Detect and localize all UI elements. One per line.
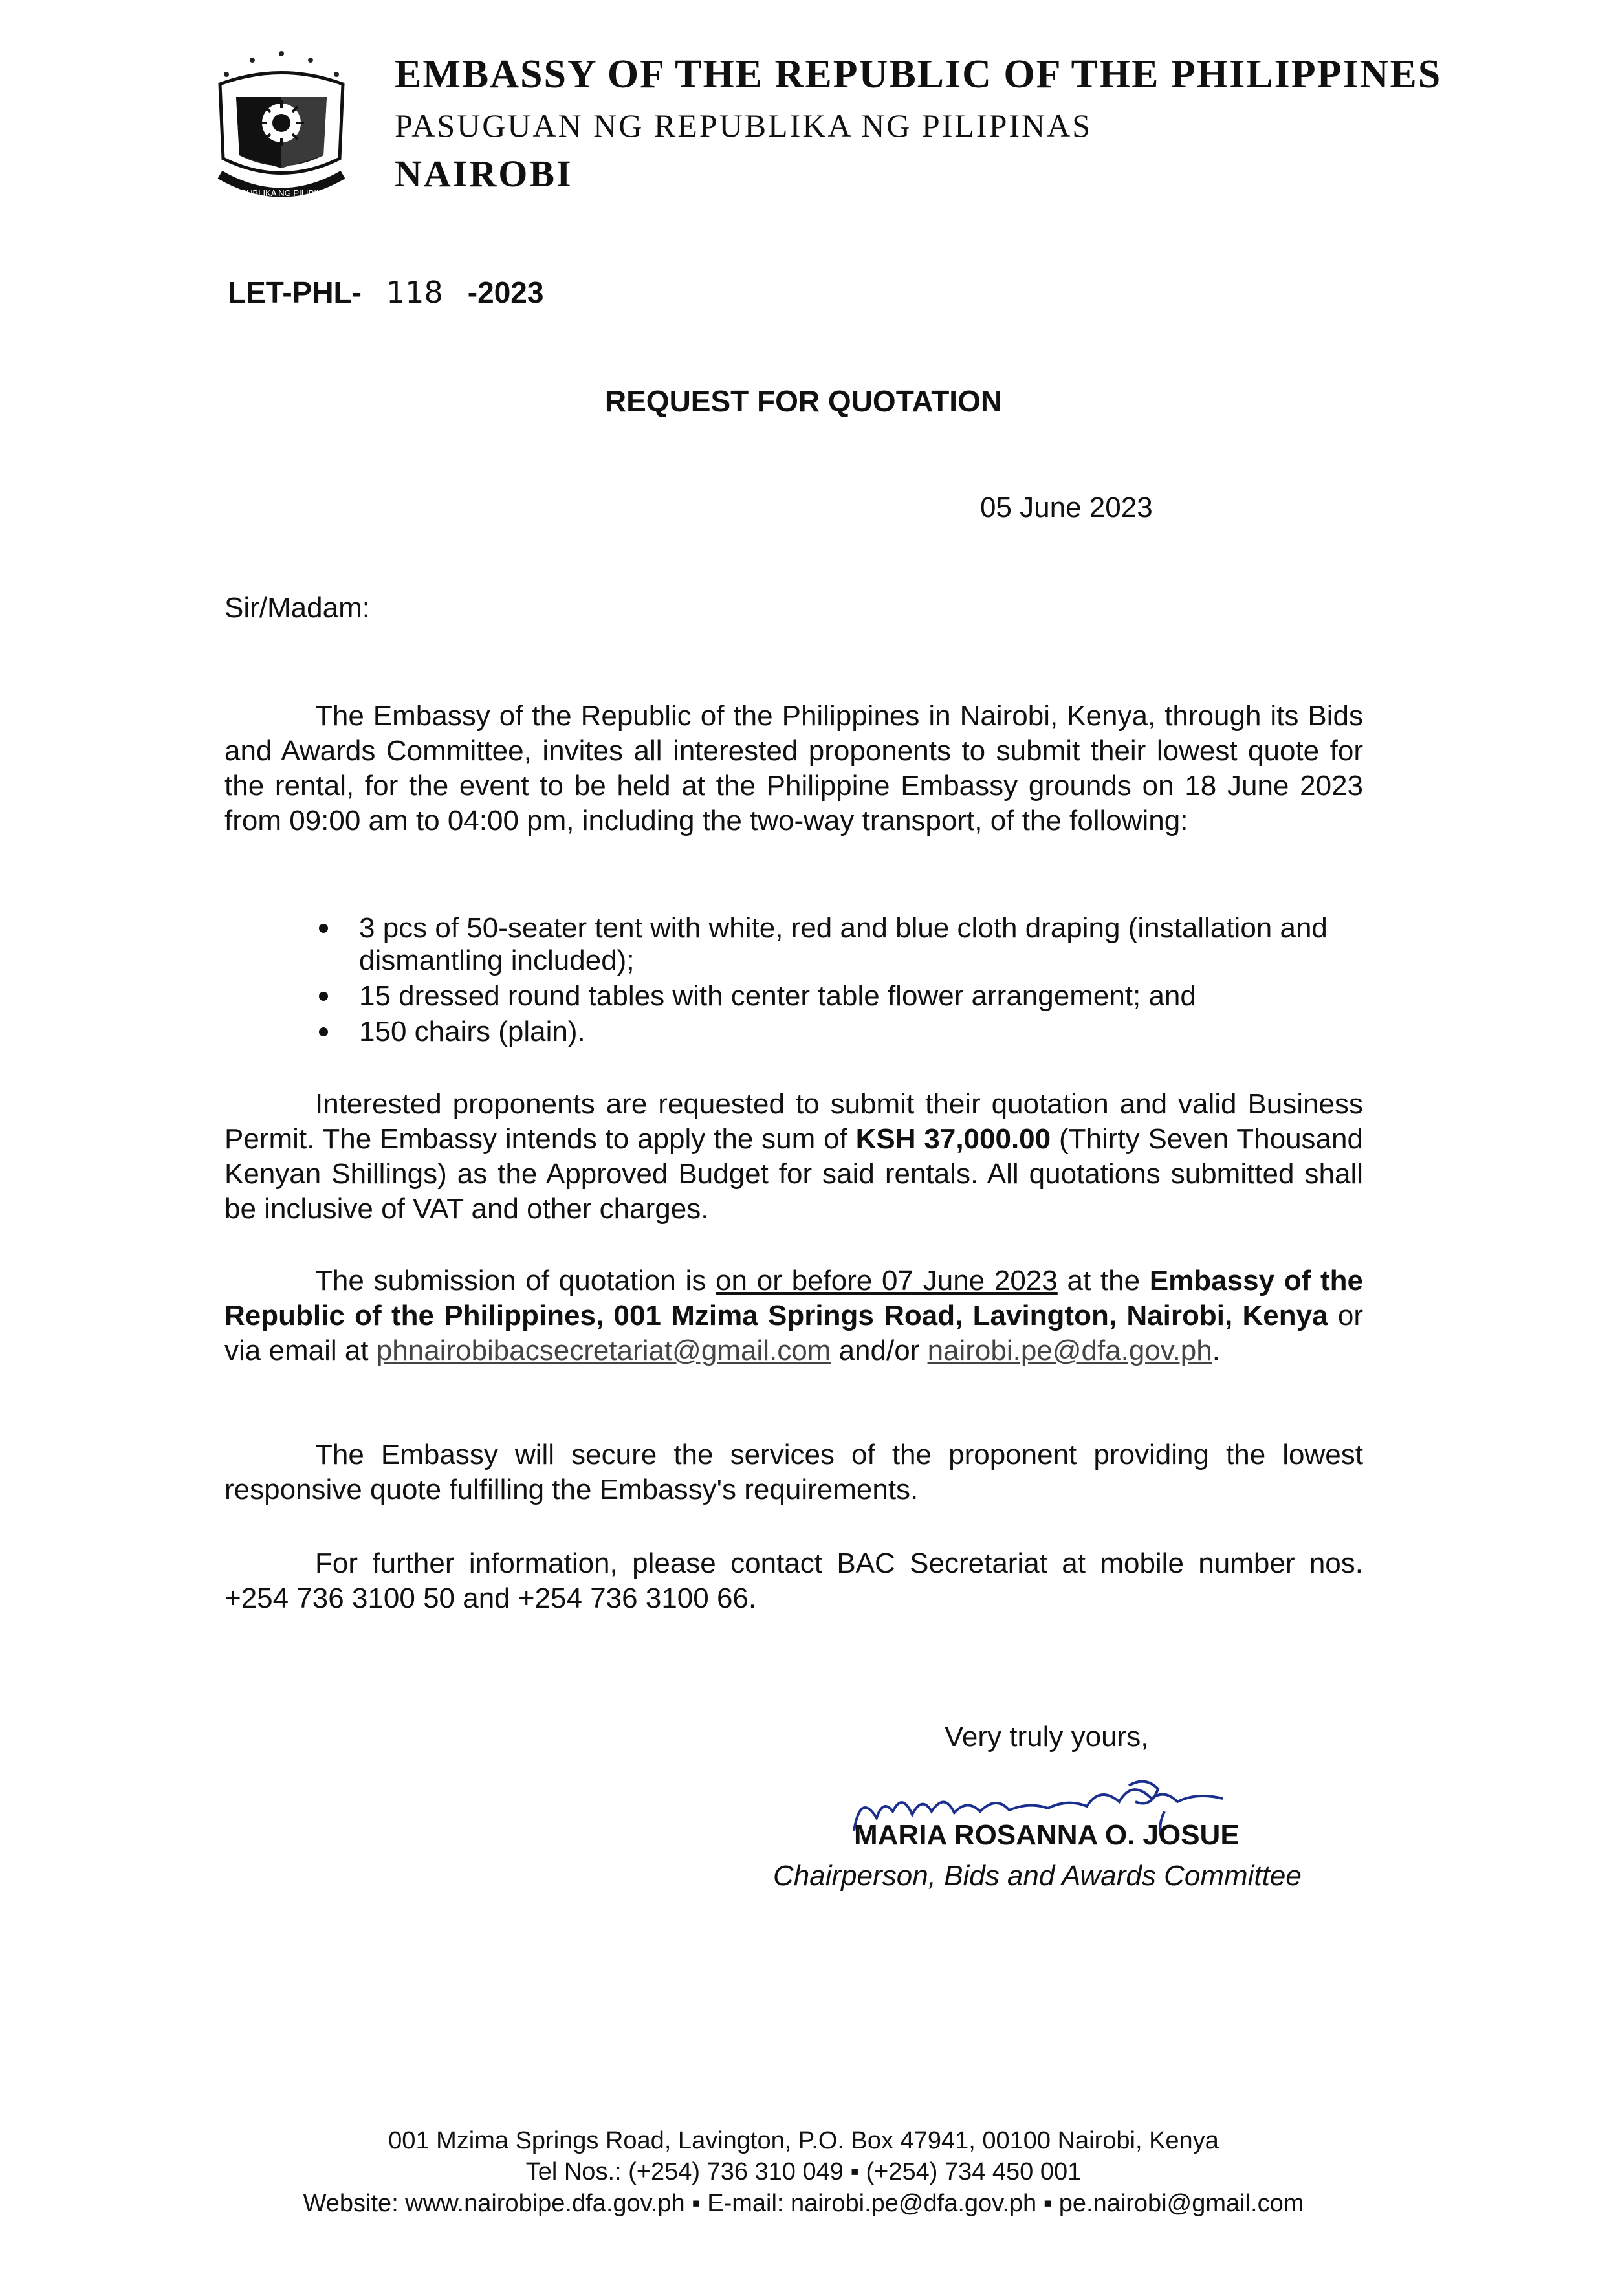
submission-deadline: on or before 07 June 2023 [716, 1265, 1058, 1296]
submission-text-mid: at the [1067, 1265, 1141, 1296]
paragraph-award [224, 1438, 1363, 1507]
list-item: 3 pcs of 50-seater tent with white, red and blue cloth draping (installation and dismantling included); [311, 912, 1365, 977]
paragraph-invitation [224, 699, 1363, 838]
submission-text-via: or via email at [224, 1300, 1363, 1366]
embassy-email-link[interactable]: nairobi.pe@dfa.gov.ph [927, 1335, 1212, 1366]
footer-address: 001 Mzima Springs Road, Lavington, P.O. Box 47941, 00100 Nairobi, Kenya [388, 2127, 1219, 2154]
submission-end: . [1212, 1335, 1220, 1366]
embassy-address: Embassy of the Republic of the Philippines, 001 Mzima Springs Road, Lavington, Nairobi, Kenya [224, 1265, 1364, 1331]
closing: Very truly yours, [945, 1721, 1149, 1753]
submission-andor: and/or [838, 1335, 920, 1366]
rental-items-list [311, 912, 1365, 1051]
footer-telephone: Tel Nos.: (+254) 736 310 049 ▪ (+254) 734 450 001 [525, 2158, 1082, 2185]
letterhead-filipino-name: PASUGUAN NG REPUBLIKA NG PILIPINAS [395, 107, 1093, 144]
paragraph-contact [224, 1546, 1363, 1616]
budget-text-after: (Thirty Seven Thousand Kenyan Shillings) as the Approved Budget for said rentals. All quotations submitted shall be inclusive of VAT and other charges. [224, 1123, 1363, 1225]
bac-secretariat-email-link[interactable]: phnairobibacsecretariat@gmail.com [376, 1335, 831, 1366]
reference-number [228, 275, 543, 310]
paragraph-invitation-text: The Embassy of the Republic of the Philippines in Nairobi, Kenya, through its Bids and Awards Committee, invites all interested proponents to submit their lowest quote for the rental, for the event to be held at the Philippine Embassy grounds on 18 June 2023 from 09:00 am to 04:00 pm, including the two-way transport, of the following: [224, 700, 1363, 836]
signatory-title: Chairperson, Bids and Awards Committee [773, 1860, 1302, 1892]
paragraph-budget [224, 1087, 1363, 1227]
signatory-name: MARIA ROSANNA O. JOSUE [854, 1819, 1240, 1851]
footer-website-email: Website: www.nairobipe.dfa.gov.ph ▪ E-mail: nairobi.pe@dfa.gov.ph ▪ pe.nairobi@gmail.com [303, 2190, 1304, 2217]
letter-date: 05 June 2023 [980, 492, 1153, 523]
list-item: 150 chairs (plain). [311, 1016, 1365, 1048]
reference-suffix: -2023 [467, 276, 544, 309]
letterhead-embassy-name: EMBASSY OF THE REPUBLIC OF THE PHILIPPINES [395, 52, 1442, 96]
paragraph-award-text: The Embassy will secure the services of the proponent providing the lowest responsive quote fulfilling the Embassy's requirements. [224, 1439, 1363, 1505]
budget-text-before: Interested proponents are requested to submit their quotation and valid Business Permit. The Embassy intends to apply the sum of [224, 1088, 1363, 1155]
letterhead-city: NAIROBI [395, 153, 573, 195]
document-title: REQUEST FOR QUOTATION [604, 384, 1003, 418]
philippine-seal-icon [207, 49, 356, 210]
seal-banner-text: REPUBLIKA NG PILIPINAS [229, 188, 334, 198]
paragraph-submission [224, 1263, 1363, 1368]
submission-text-before: The submission of quotation is [315, 1265, 706, 1296]
salutation: Sir/Madam: [224, 592, 370, 624]
reference-handwritten-number: 118 [386, 275, 443, 310]
paragraph-contact-text: For further information, please contact BAC Secretariat at mobile number nos. +254 736 3100 50 and +254 736 3100 66. [224, 1547, 1363, 1614]
reference-prefix: LET-PHL- [228, 276, 362, 309]
budget-amount: KSH 37,000.00 [855, 1123, 1051, 1155]
list-item: 15 dressed round tables with center table flower arrangement; and [311, 980, 1365, 1012]
